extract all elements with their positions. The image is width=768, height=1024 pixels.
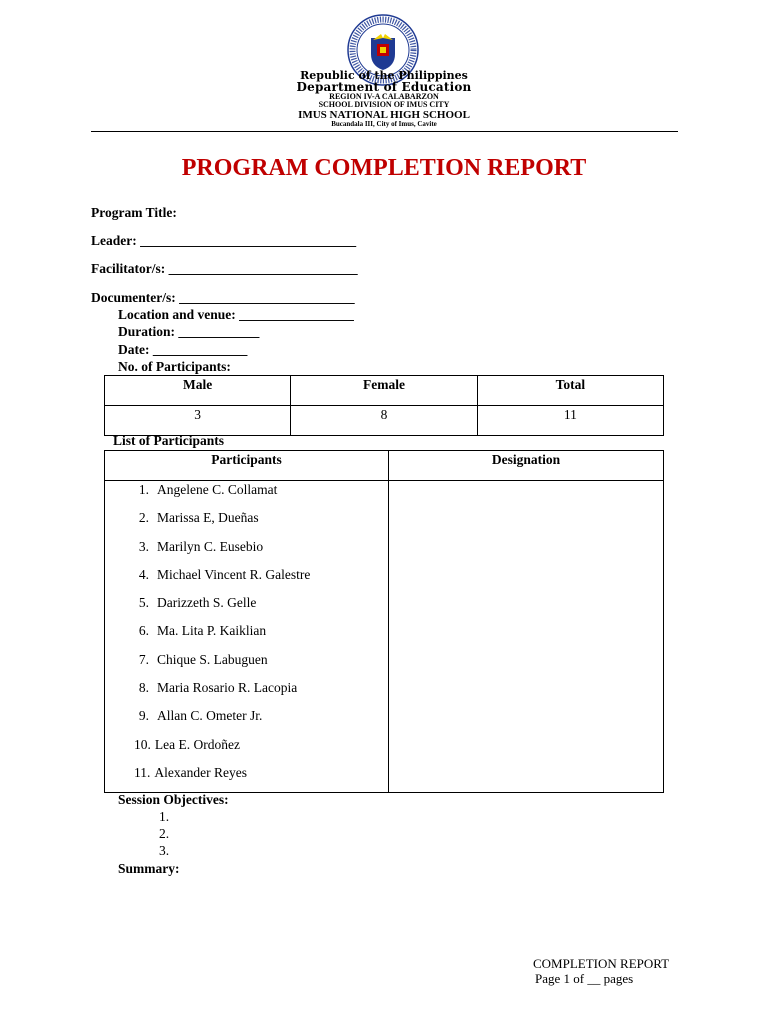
program-title-field: Program Title: [91, 205, 177, 220]
participant-name: Michael Vincent R. Galestre [157, 566, 311, 582]
list-item [105, 510, 388, 538]
participants-list-table [104, 450, 664, 793]
list-item [105, 623, 388, 651]
list-item [105, 680, 388, 708]
summary-label: Summary: [118, 861, 180, 876]
participant-number: 1. [138, 482, 149, 497]
participants-cell [105, 481, 389, 793]
facilitator-field: Facilitator/s: ____________________________ [91, 261, 358, 276]
participants-count-label: No. of Participants: [118, 359, 231, 374]
list-of-participants-label: List of Participants [113, 433, 224, 448]
participant-number: 11. [134, 764, 151, 780]
school-heading: IMUS NATIONAL HIGH SCHOOL [298, 109, 470, 121]
total-count: 11 [477, 406, 663, 436]
participant-number: 9. [138, 708, 149, 724]
list-item [105, 765, 388, 793]
participant-name: Alexander Reyes [154, 764, 247, 780]
list-item [105, 737, 388, 765]
total-header: Total [477, 376, 663, 406]
male-count: 3 [105, 406, 291, 436]
participant-number: 5. [138, 595, 149, 611]
participants-list [105, 482, 388, 793]
documenter-field: Documenter/s: __________________________ [91, 290, 355, 305]
region-heading: REGION IV-A CALABARZON [329, 92, 439, 101]
participants-header: Participants [105, 451, 389, 481]
table-header-row [105, 376, 664, 406]
session-objectives-label: Session Objectives: [118, 792, 229, 807]
table-row [105, 481, 664, 793]
objective-item: 1. [159, 809, 170, 824]
designation-cell [389, 481, 664, 793]
participant-name: Maria Rosario R. Lacopia [157, 680, 298, 696]
female-header: Female [291, 376, 477, 406]
list-item [105, 567, 388, 595]
date-field: Date: ______________ [118, 342, 248, 357]
department-heading: Department of Education [296, 80, 472, 94]
participant-number: 6. [138, 623, 149, 639]
school-address: Bucandala III, City of Imus, Cavite [331, 120, 437, 128]
table-row [105, 406, 664, 436]
objective-item: 2. [159, 826, 170, 841]
participant-number: 10. [134, 736, 151, 752]
objective-item: 3. [159, 843, 170, 858]
participant-name: Marissa E, Dueñas [157, 510, 259, 526]
duration-field: Duration: ____________ [118, 324, 260, 339]
female-count: 8 [291, 406, 477, 436]
leader-field: Leader: ________________________________ [91, 233, 357, 248]
list-item [105, 708, 388, 736]
list-item [105, 595, 388, 623]
participant-name: Ma. Lita P. Kaiklian [157, 623, 267, 639]
participant-name: Darizzeth S. Gelle [157, 595, 257, 611]
designation-header: Designation [389, 451, 664, 481]
table-header-row [105, 451, 664, 481]
participant-name: Chique S. Labuguen [157, 651, 268, 667]
participant-name: Lea E. Ordoñez [154, 736, 240, 752]
footer-page-number: Page 1 of __ pages [535, 971, 634, 986]
male-header: Male [105, 376, 291, 406]
participant-name: Marilyn C. Eusebio [157, 538, 264, 554]
participant-number: 8. [138, 680, 149, 696]
header-divider [91, 131, 678, 132]
participant-number: 2. [138, 510, 149, 526]
participant-number: 3. [138, 538, 149, 554]
list-item [105, 539, 388, 567]
participant-name: Angelene C. Collamat [157, 482, 278, 497]
participants-count-table [104, 375, 664, 436]
page-title: PROGRAM COMPLETION REPORT [181, 155, 587, 181]
participant-name: Allan C. Ometer Jr. [157, 708, 263, 724]
republic-heading: Republic of the Philippines [300, 69, 468, 82]
participant-number: 7. [138, 651, 149, 667]
location-field: Location and venue: _________________ [118, 307, 354, 322]
footer-report-name: COMPLETION REPORT [533, 956, 670, 971]
list-item [105, 652, 388, 680]
list-item [105, 482, 388, 510]
participant-number: 4. [138, 566, 149, 582]
division-heading: SCHOOL DIVISION OF IMUS CITY [318, 100, 450, 109]
